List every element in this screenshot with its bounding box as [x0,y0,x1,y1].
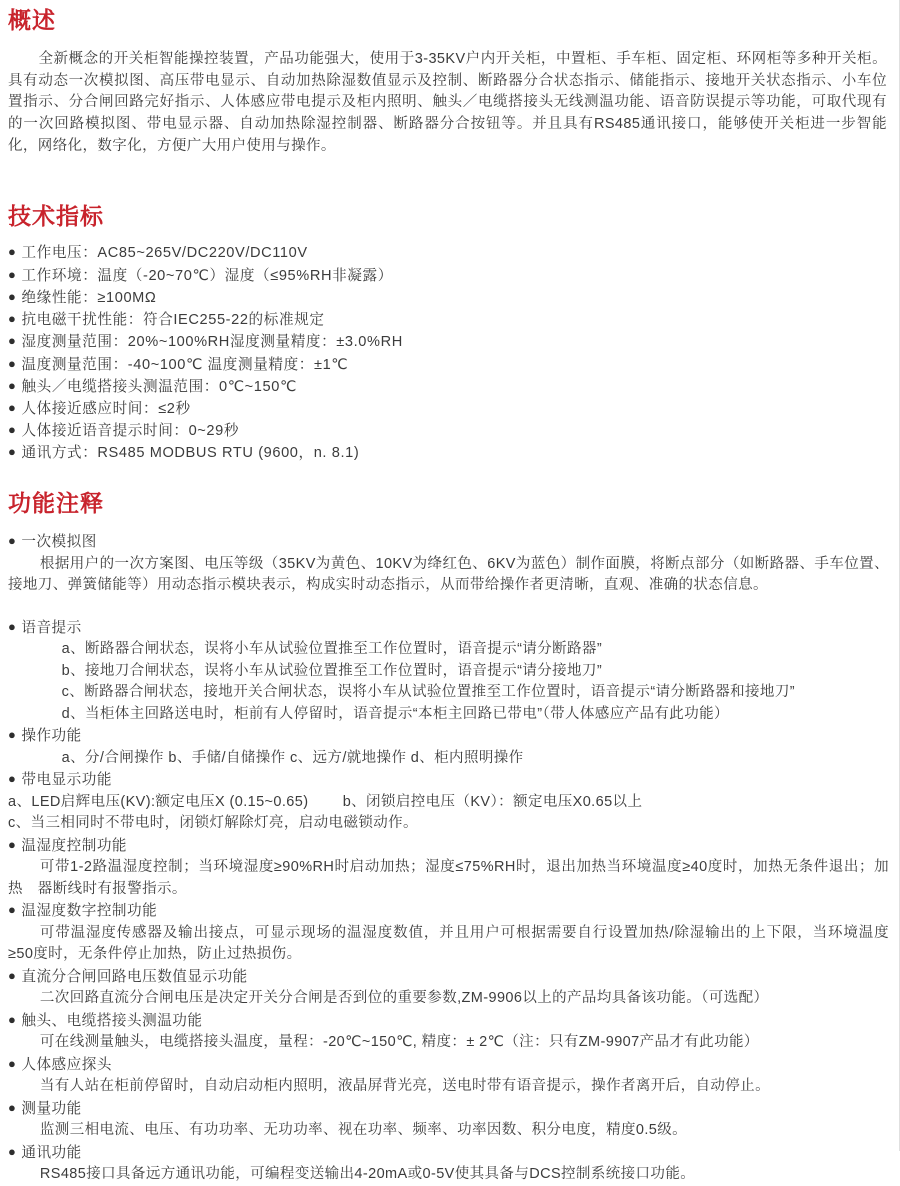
spec-text: 抗电磁干扰性能：符合IEC255-22的标准规定 [21,312,325,329]
spec-text: 绝缘性能：≥100MΩ [21,289,157,306]
function-item [8,617,889,726]
function-title-row [8,531,889,554]
function-item [8,769,889,835]
specs-section [8,202,889,465]
function-item [8,1098,889,1142]
spec-item [8,287,889,309]
function-item [8,725,889,769]
function-title-row [8,769,889,792]
function-line: c、断路器合闸状态，接地开关合闸状态，误将小车从试验位置推至工作位置时，语音提示“请分断路器和接地刀” [61,684,795,701]
bullet-icon: ● [8,967,17,983]
bullet-icon: ● [8,377,17,393]
function-title: 带电显示功能 [21,772,112,789]
bullet-icon: ● [8,771,17,787]
function-item [8,900,889,966]
functions-section [8,489,889,1186]
bullet-icon: ● [8,333,17,349]
bullet-icon: ● [8,311,17,327]
spec-item [8,354,889,376]
function-line: 可带1-2路温湿度控制；当环境湿度≥90%RH时启动加热；湿度≤75%RH时，退出加热当环境温度≥40度时，加热无条件退出；加热 器断线时有报警指示。 [8,859,889,897]
bullet-icon: ● [8,355,17,371]
function-item [8,1010,889,1054]
spec-item [8,420,889,442]
function-line: RS485接口具备远方通讯功能，可编程变送输出4-20mA或0-5V使其具备与DCS控制系统接口功能。 [39,1166,696,1183]
spec-item [8,398,889,420]
bullet-icon: ● [8,836,17,852]
function-item [8,1054,889,1098]
function-title: 通讯功能 [21,1144,82,1161]
function-line: c、当三相同时不带电时，闭锁灯解除灯亮，启动电磁锁动作。 [8,815,418,832]
overview-section [8,6,889,158]
function-title-row [8,1010,889,1033]
function-title: 操作功能 [21,728,82,745]
function-item [8,835,889,901]
bullet-icon: ● [8,288,17,304]
function-item [8,966,889,1010]
spec-item [8,442,889,464]
bullet-icon: ● [8,1143,17,1159]
bullet-icon: ● [8,727,17,743]
function-line: 可在线测量触头，电缆搭接头温度，量程：-20℃~150℃, 精度：± 2℃（注：只有ZM-9907产品才有此功能） [39,1034,759,1051]
functions-list [8,531,889,1186]
function-title: 语音提示 [21,619,82,636]
spec-item [8,265,889,287]
function-line: 当有人站在柜前停留时，自动启动柜内照明，液晶屏背光亮，送电时带有语音提示，操作者离开后，自动停止。 [39,1078,770,1095]
function-line: b、接地刀合闸状态，误将小车从试验位置推至工作位置时，语音提示“请分接地刀” [61,662,603,679]
datasheet-page [8,6,889,1186]
bullet-icon: ● [8,244,17,260]
function-line: d、当柜体主回路送电时，柜前有人停留时，语音提示“本柜主回路已带电”（带人体感应产品有此功能） [61,705,729,722]
spec-text: 温度测量范围：-40~100℃ 温度测量精度：±1℃ [21,356,349,373]
spec-text: 人体接近语音提示时间：0~29秒 [21,423,240,440]
function-item [8,531,889,597]
function-line: 根据用户的一次方案图、电压等级（35KV为黄色、10KV为绛红色、6KV为蓝色）制作面膜，将断点部分（如断路器、手车位置、接地刀、弹簧储能等）用动态指示模块表示，构成实时动态指示，从而带给操作者更清晰，直观、准确的状态信息。 [8,555,889,594]
bullet-icon: ● [8,444,17,460]
spec-item [8,242,889,264]
spec-item [8,331,889,353]
bullet-icon: ● [8,618,17,634]
specs-list [8,242,889,464]
function-title-row [8,617,889,640]
spec-item [8,376,889,398]
spec-text: 人体接近感应时间：≤2秒 [21,400,191,417]
spec-text: 通讯方式：RS485 MODBUS RTU (9600，n. 8.1) [21,445,360,462]
function-title-row [8,1054,889,1077]
function-title-row [8,725,889,748]
function-line: a、分/合闸操作 b、手储/自储操作 c、远方/就地操作 d、柜内照明操作 [61,749,524,766]
function-line: 监测三相电流、电压、有功功率、无功功率、视在功率、频率、功率因数、积分电度，精度0.5级。 [39,1122,688,1139]
specs-heading: 技术指标 [8,202,104,229]
bullet-icon: ● [8,266,17,282]
spec-text: 工作环境：温度（-20~70℃）湿度（≤95%RH非凝露） [21,267,393,284]
bullet-icon: ● [8,1055,17,1071]
function-title: 温湿度数字控制功能 [21,903,158,920]
function-title: 触头、电缆搭接头测温功能 [21,1012,203,1029]
spec-item [8,309,889,331]
bullet-icon: ● [8,422,17,438]
function-title-row [8,835,889,858]
bullet-icon: ● [8,1011,17,1027]
spec-text: 湿度测量范围：20%~100%RH湿度测量精度：±3.0%RH [21,334,403,351]
spec-text: 工作电压：AC85~265V/DC220V/DC110V [21,245,308,262]
function-title: 测量功能 [21,1100,82,1117]
function-title-row [8,966,889,989]
function-line: 可带温湿度传感器及输出接点，可显示现场的温湿度数值，并且用户可根据需要自行设置加热/除湿输出的上下限，当环境温度≥50度时，无条件停止加热，防止过热损伤。 [8,924,889,963]
spec-text: 触头／电缆搭接头测温范围：0℃~150℃ [21,378,297,395]
function-line: a、断路器合闸状态，误将小车从试验位置推至工作位置时，语音提示“请分断路器” [61,641,603,658]
function-line: 二次回路直流分合闸电压是决定开关分合闸是否到位的重要参数,ZM-9906以上的产品均具备该功能。（可选配） [39,990,769,1007]
bullet-icon: ● [8,1099,17,1115]
bullet-icon: ● [8,399,17,415]
function-title-row [8,1142,889,1165]
overview-heading: 概述 [8,7,56,33]
overview-paragraph: 全新概念的开关柜智能操控装置，产品功能强大，使用于3-35KV户内开关柜，中置柜、手车柜、固定柜、环网柜等多种开关柜。具有动态一次模拟图、高压带电显示、自动加热除湿数值显示及控制、断路器分合状态指示、储能指示、接地开关状态指示、小车位置指示、分合闸回路完好指示、人体感应带电提示及柜内照明、触头／电缆搭接头无线测温功能、语音防误提示等功能，可取代现有的一次回路模拟图、带电显示器、自动加热除湿控制器、断路器分合按钮等。并且具有RS485通讯接口，能够使开关柜进一步智能化，网络化，数字化，方便广大用户使用与操作。 [8,50,887,154]
function-item [8,1142,889,1186]
function-line: a、LED启辉电压(KV):额定电压X (0.15~0.65) b、闭锁启控电压（KV）：额定电压X0.65以上 [8,793,643,810]
functions-heading: 功能注释 [8,489,104,516]
function-title: 一次模拟图 [21,534,97,551]
function-title: 人体感应探头 [21,1056,112,1073]
function-title: 温湿度控制功能 [21,837,128,854]
bullet-icon: ● [8,902,17,918]
bullet-icon: ● [8,533,17,549]
function-title-row [8,900,889,923]
function-title: 直流分合闸回路电压数值显示功能 [21,968,248,985]
function-title-row [8,1098,889,1121]
